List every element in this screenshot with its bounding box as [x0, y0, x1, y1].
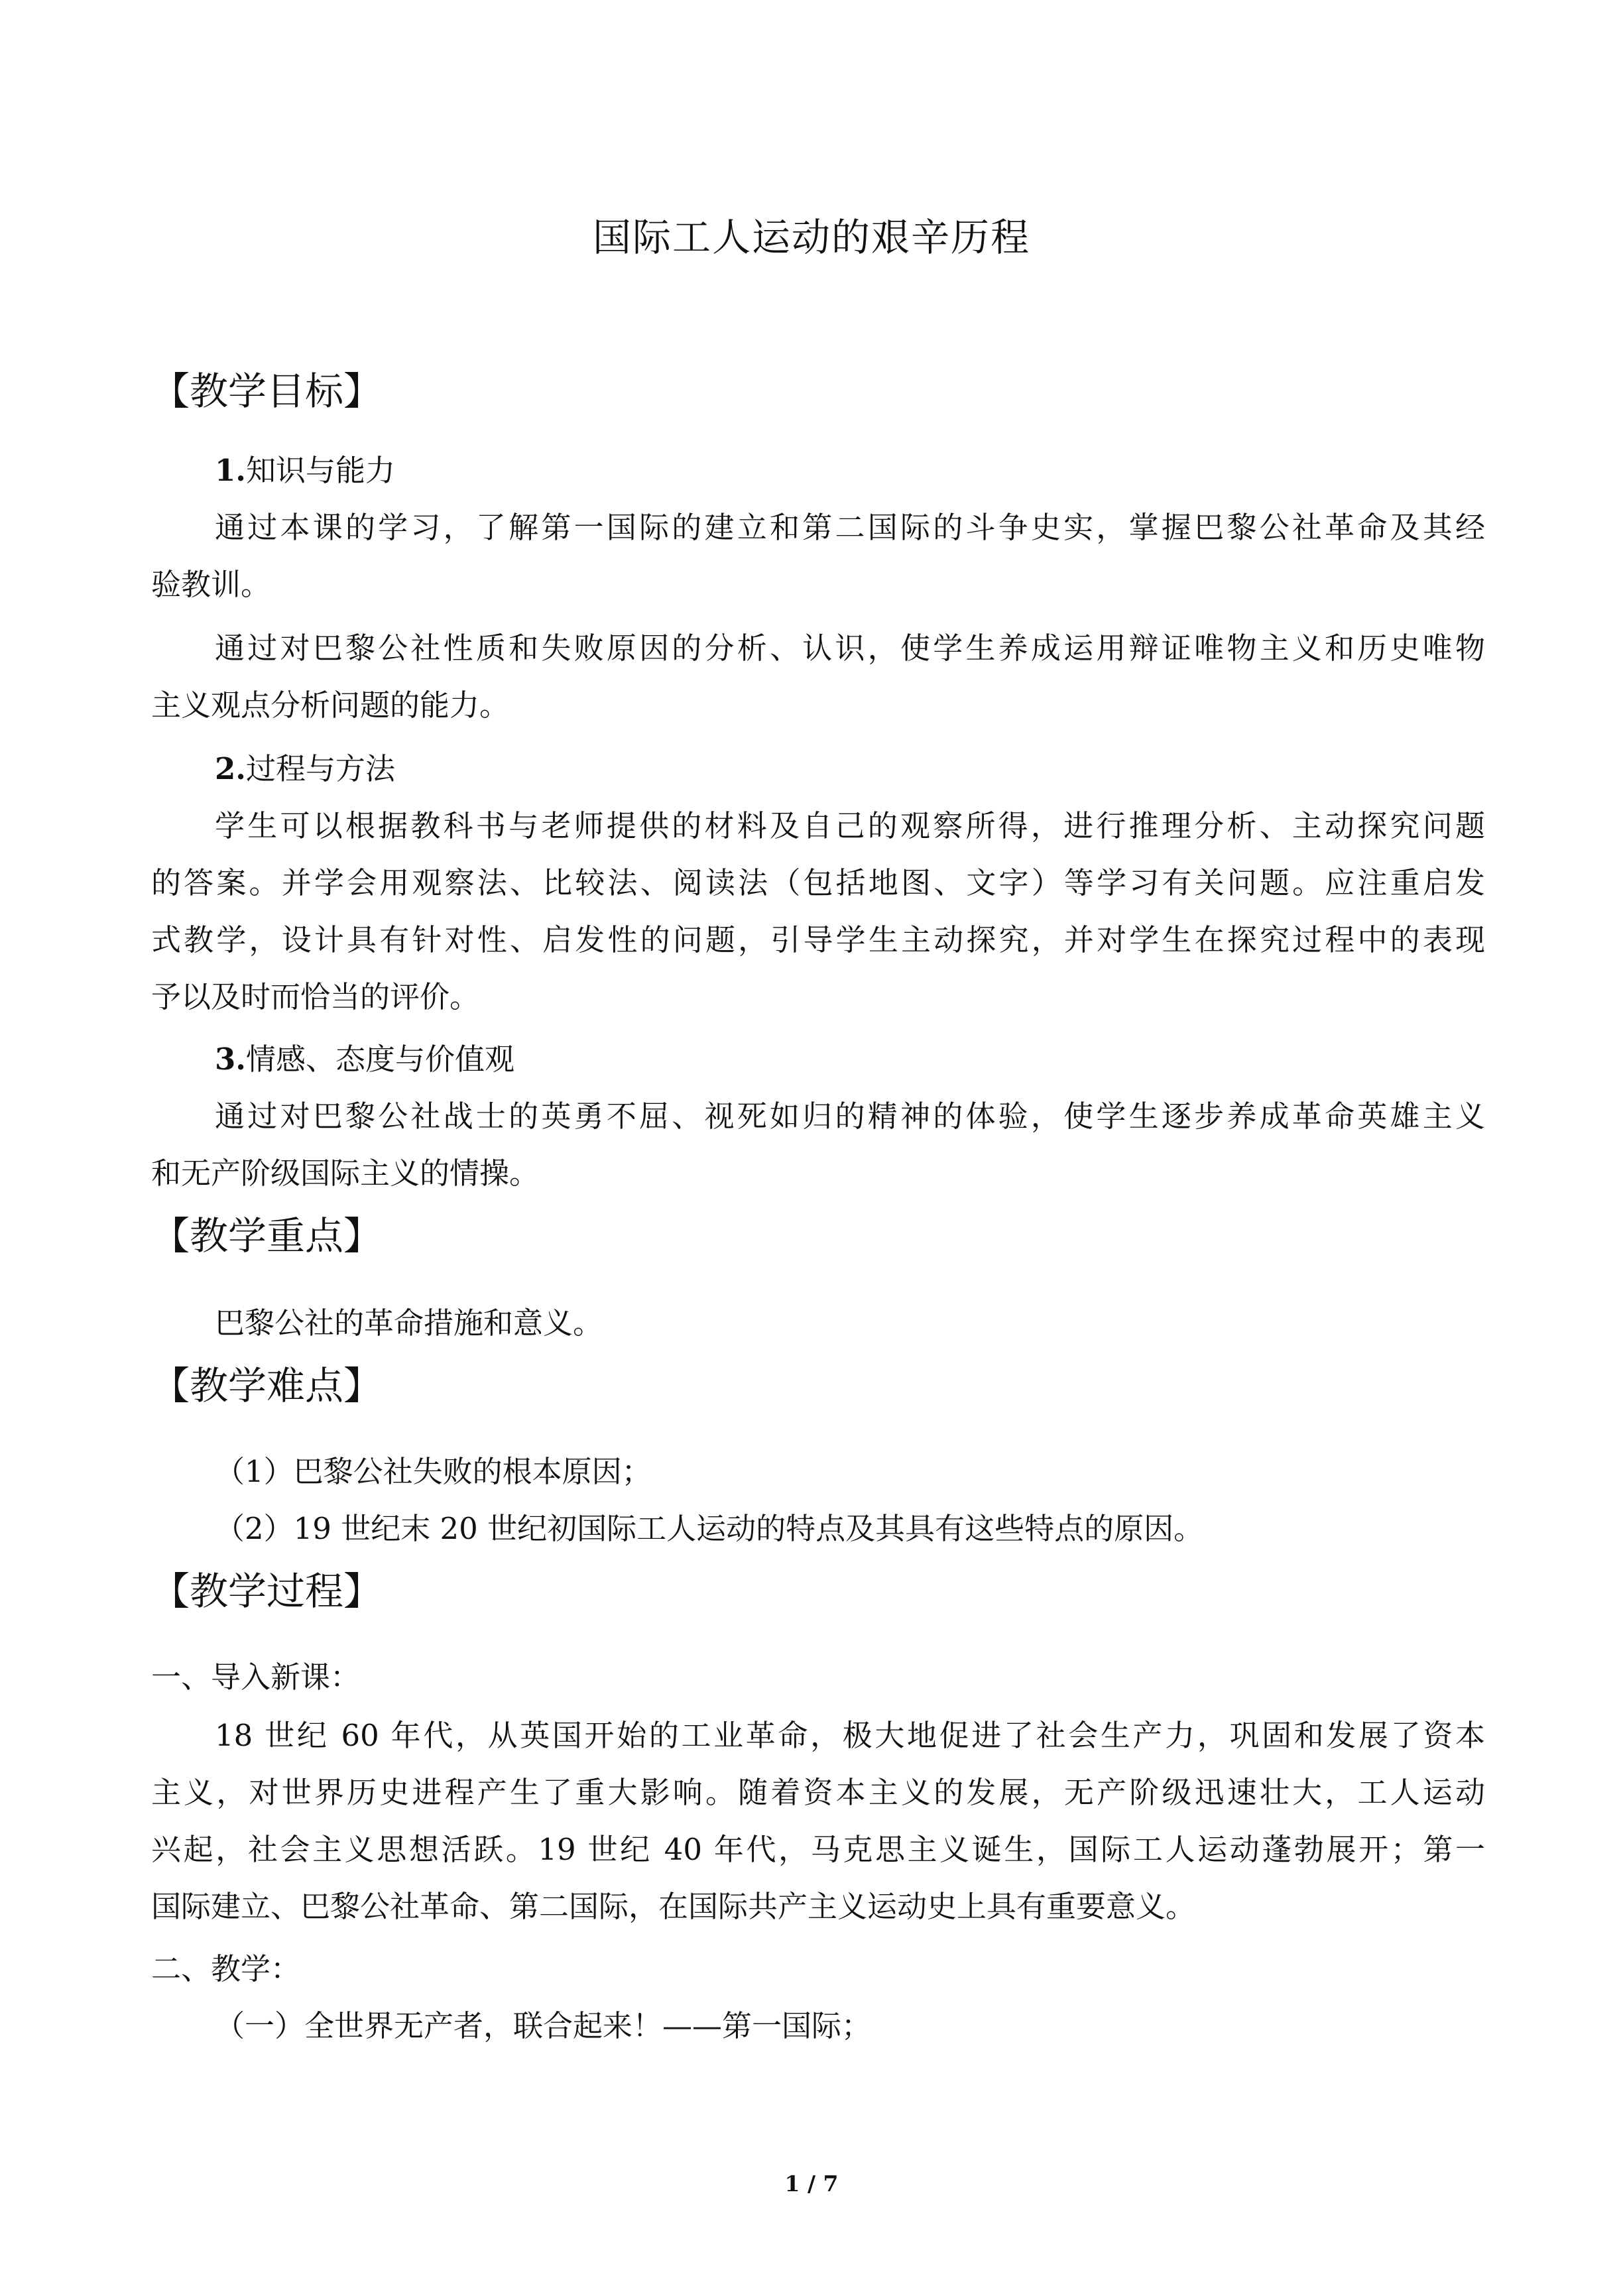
paragraph-line: 的答案。并学会用观察法、比较法、阅读法（包括地图、文字）等学习有关问题。应注重启发 — [151, 865, 1485, 900]
subheading-knowledge — [215, 451, 395, 491]
heading-key-points: 【教学重点】 — [151, 1213, 383, 1258]
paragraph-line: 通过对巴黎公社性质和失败原因的分析、认识，使学生养成运用辩证唯物主义和历史唯物 — [215, 631, 1485, 666]
subheading-text: 知识与能力 — [245, 453, 395, 488]
paragraph-line: 和无产阶级国际主义的情操。 — [151, 1156, 540, 1191]
heading-difficulties: 【教学难点】 — [151, 1363, 383, 1408]
part-heading: 二、教学： — [151, 1951, 301, 1986]
subheading-text: 过程与方法 — [245, 751, 395, 786]
paragraph-line: 巴黎公社的革命措施和意义。 — [215, 1305, 603, 1341]
paragraph-line: 兴起，社会主义思想活跃。19 世纪 40 年代，马克思主义诞生，国际工人运动蓬勃展开；第一 — [151, 1832, 1485, 1867]
document-title: 国际工人运动的艰辛历程 — [592, 215, 1030, 260]
heading-objectives: 【教学目标】 — [151, 369, 383, 414]
subheading-text: 情感、态度与价值观 — [245, 1042, 514, 1077]
subheading-number: 3. — [215, 1042, 246, 1077]
subheading-process — [215, 749, 395, 789]
paragraph-line: 予以及时而恰当的评价。 — [151, 979, 480, 1014]
paragraph-line: 国际建立、巴黎公社革命、第二国际，在国际共产主义运动史上具有重要意义。 — [151, 1889, 1196, 1924]
paragraph-line: 主义，对世界历史进程产生了重大影响。随着资本主义的发展，无产阶级迅速壮大，工人运动 — [151, 1775, 1485, 1810]
subsection-heading: （一）全世界无产者，联合起来！——第一国际； — [215, 2008, 872, 2043]
paragraph-line: 通过对巴黎公社战士的英勇不屈、视死如归的精神的体验，使学生逐步养成革命英雄主义 — [215, 1099, 1485, 1134]
subheading-number: 1. — [215, 453, 246, 488]
paragraph-line: 通过本课的学习，了解第一国际的建立和第二国际的斗争史实，掌握巴黎公社革命及其经 — [215, 510, 1485, 545]
paragraph-line: 主义观点分析问题的能力。 — [151, 688, 510, 723]
subheading-number: 2. — [215, 751, 246, 786]
subheading-values — [215, 1040, 514, 1079]
part-heading: 一、导入新课： — [151, 1660, 361, 1695]
paragraph-line: 验教训。 — [151, 567, 271, 602]
paragraph-line: 式教学，设计具有针对性、启发性的问题，引导学生主动探究，并对学生在探究过程中的表现 — [151, 922, 1485, 957]
paragraph-line: 18 世纪 60 年代，从英国开始的工业革命，极大地促进了社会生产力，巩固和发展了资本 — [215, 1718, 1485, 1753]
paragraph-line: 学生可以根据教科书与老师提供的材料及自己的观察所得，进行推理分析、主动探究问题 — [215, 808, 1485, 843]
heading-process: 【教学过程】 — [151, 1569, 383, 1614]
list-item: （1）巴黎公社失败的根本原因； — [215, 1454, 652, 1489]
list-item: （2）19 世纪末 20 世纪初国际工人运动的特点及其具有这些特点的原因。 — [215, 1511, 1204, 1546]
page-number: 1 / 7 — [784, 2171, 839, 2197]
